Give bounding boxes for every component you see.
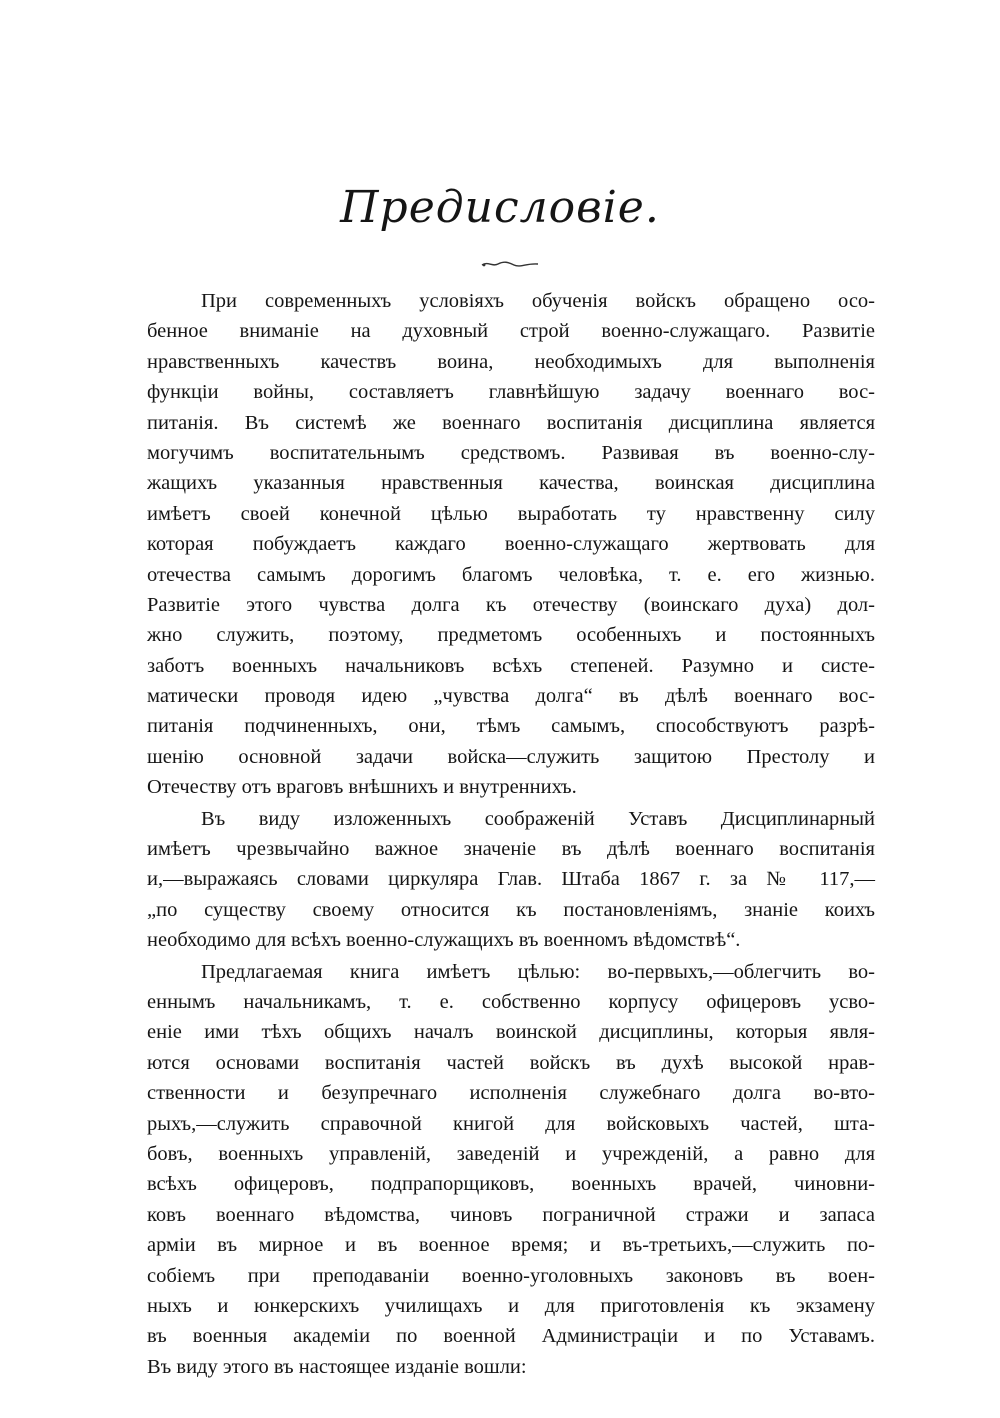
paragraph-1 [147,286,875,803]
text-line: въ военныя академіи по военной Администраціи и по Уставамъ. [147,1325,875,1348]
page-title: Предисловіе. [340,182,660,233]
title-ornament-icon [480,257,540,271]
text-line: могучимъ воспитательнымъ средствомъ. Развивая въ военно-слу- [147,441,875,464]
paragraph-2 [147,804,875,956]
text-line: Отечеству отъ враговъ внѣшнихъ и внутреннихъ. [147,776,577,799]
text-line: которая побуждаетъ каждаго военно-служащаго жертвовать для [147,533,875,556]
text-line: собіемъ при преподаваніи военно-уголовныхъ законовъ въ воен- [147,1264,875,1287]
text-line: и,—выражаясь словами циркуляра Глав. Штаба 1867 г. за № 117,— [147,868,875,891]
text-line: шенію основной задачи войска—служить защитою Престолу и [147,745,875,768]
text-line: ственности и безупречнаго исполненія служебнаго долга во-вто- [147,1082,875,1105]
text-line: функціи войны, составляетъ главнѣйшую задачу военнаго вос- [147,381,875,404]
paragraph-3 [147,957,875,1382]
text-line: арміи въ мирное и въ военное время; и въ-третьихъ,—служить по- [147,1234,875,1257]
text-line: бенное вниманіе на духовный строй военно-служащаго. Развитіе [147,320,875,343]
text-line: имѣетъ чрезвычайно важное значеніе въ дѣлѣ военнаго воспитанія [147,838,875,861]
text-line: еннымъ начальникамъ, т. е. собственно корпусу офицеровъ усво- [147,990,875,1013]
text-line: бовъ, военныхъ управленій, заведеній и учрежденій, а равно для [147,1142,875,1165]
text-line: рыхъ,—служить справочной книгой для войсковыхъ частей, шта- [147,1112,875,1135]
text-line: „по существу своему относится къ постановленіямъ, знаніе коихъ [147,898,875,921]
text-line: ныхъ и юнкерскихъ училищахъ и для приготовленія къ экзамену [147,1294,875,1317]
text-line: Въ виду этого въ настоящее изданіе вошли: [147,1355,527,1378]
text-line: При современныхъ условіяхъ обученія войскъ обращено осо- [201,290,875,312]
text-line: необходимо для всѣхъ военно-служащихъ въ военномъ вѣдомствѣ“. [147,929,741,952]
text-line: питанія подчиненныхъ, они, тѣмъ самымъ, способствуютъ разрѣ- [147,715,875,738]
text-line: ковъ военнаго вѣдомства, чиновъ пограничной стражи и запаса [147,1203,875,1226]
text-line: заботъ военныхъ начальниковъ всѣхъ степеней. Разумно и систе- [147,654,875,677]
text-line: жно служить, поэтому, предметомъ особенныхъ и постоянныхъ [147,624,875,647]
text-line: ются основами воспитанія частей войскъ въ духѣ высокой нрав- [147,1051,875,1074]
text-line: еніе ими тѣхъ общихъ началъ воинской дисциплины, которыя явля- [147,1021,875,1044]
text-line: имѣетъ своей конечной цѣлью выработать ту нравственну силу [147,502,875,525]
text-line: отечества самымъ дорогимъ благомъ человѣка, т. е. его жизнью. [147,563,875,586]
text-line: Развитіе этого чувства долга къ отечеству (воинскаго духа) дол- [147,593,875,616]
text-line: жащихъ указанныя нравственныя качества, воинская дисциплина [147,472,875,495]
text-line: матически проводя идею „чувства долга“ въ дѣлѣ военнаго вос- [147,685,875,708]
preface-body [147,286,875,1382]
text-line: нравственныхъ качествъ воина, необходимыхъ для выполненія [147,350,875,373]
text-line: питанія. Въ системѣ же военнаго воспитанія дисциплина является [147,411,875,434]
text-line: всѣхъ офицеровъ, подпрапорщиковъ, военныхъ врачей, чиновни- [147,1173,875,1196]
text-line: Въ виду изложенныхъ соображеній Уставъ Дисциплинарный [201,807,875,830]
text-line: Предлагаемая книга имѣетъ цѣлью: во-первыхъ,—облегчить во- [201,960,875,983]
